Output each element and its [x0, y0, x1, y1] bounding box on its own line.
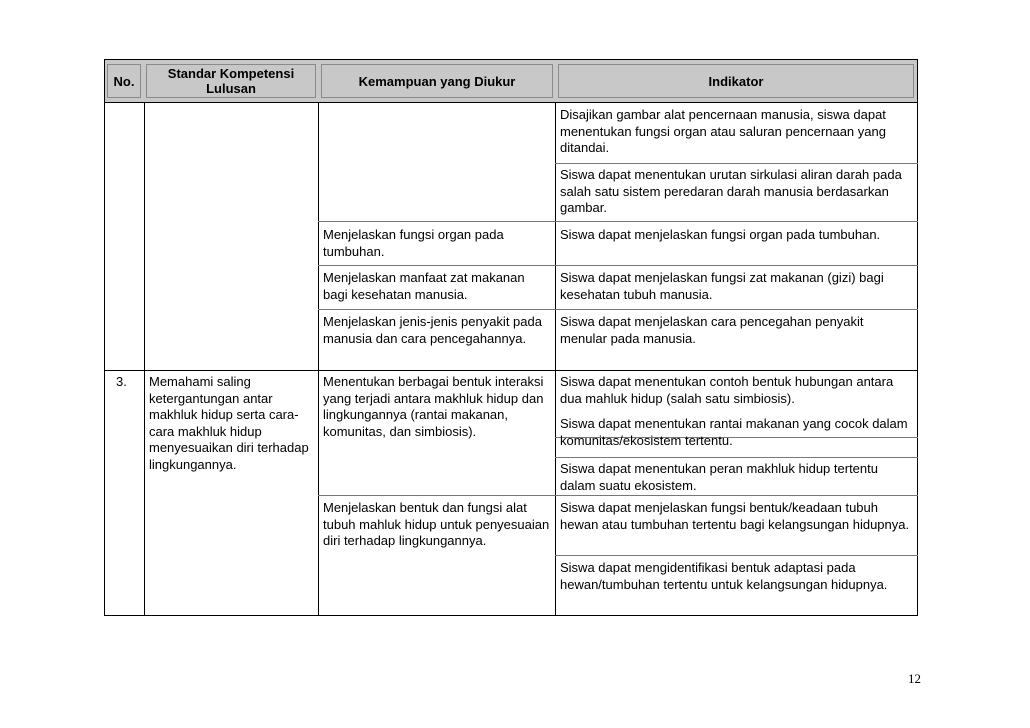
indikator-cell: Siswa dapat menentukan peran makhluk hidup tertentu dalam suatu ekosistem.: [560, 461, 878, 493]
col-sep-3: [555, 102, 556, 616]
row-line: [318, 309, 918, 310]
header-kemampuan: Kemampuan yang Diukur: [321, 64, 553, 98]
indikator-cell: Siswa dapat menentukan contoh bentuk hubungan antara dua mahluk hidup (salah satu simbiosis).: [560, 374, 894, 406]
indikator-cell: Siswa dapat menentukan urutan sirkulasi aliran darah pada salah satu sistem peredaran darah manusia berdasarkan gambar.: [560, 167, 902, 215]
indikator-cell: Siswa dapat menjelaskan cara pencegahan penyakit menular pada manusia.: [560, 314, 864, 346]
indikator-cell: Siswa dapat menjelaskan fungsi bentuk/keadaan tubuh hewan atau tumbuhan tertentu bagi kelangsungan hidupnya.: [560, 500, 910, 532]
row-line: [318, 495, 918, 496]
section-divider: [104, 370, 918, 371]
col-sep-1: [144, 102, 145, 616]
kemampuan-cell: Menentukan berbagai bentuk interaksi yang terjadi antara makhluk hidup dan lingkungannya (rantai makanan, komunitas, dan simbiosis).: [323, 374, 544, 439]
standar-cell: Memahami saling ketergantungan antar makhluk hidup serta cara-cara makhluk hidup menyesuaikan diri terhadap lingkungannya.: [149, 374, 309, 472]
row-line: [318, 221, 918, 222]
col-sep-2: [318, 102, 319, 616]
kemampuan-cell: Menjelaskan manfaat zat makanan bagi kesehatan manusia.: [323, 270, 525, 302]
row-line: [555, 555, 918, 556]
indikator-cell: Siswa dapat menjelaskan fungsi zat makanan (gizi) bagi kesehatan tubuh manusia.: [560, 270, 884, 302]
header-indikator: Indikator: [558, 64, 914, 98]
header-no: No.: [107, 64, 141, 98]
indikator-cell: Disajikan gambar alat pencernaan manusia, siswa dapat menentukan fungsi organ atau saluran pencernaan yang ditandai.: [560, 107, 886, 155]
row-line: [555, 163, 918, 164]
header-divider: [104, 102, 918, 103]
row-number: 3.: [116, 374, 127, 389]
competency-table: [104, 59, 918, 616]
header-standar: Standar Kompetensi Lulusan: [146, 64, 316, 98]
row-line: [318, 265, 918, 266]
table-border-top: [104, 59, 918, 60]
kemampuan-cell: Menjelaskan bentuk dan fungsi alat tubuh mahluk hidup untuk penyesuaian diri terhadap lingkungannya.: [323, 500, 550, 548]
indikator-cell: Siswa dapat mengidentifikasi bentuk adaptasi pada hewan/tumbuhan tertentu untuk kelangsungan hidupnya.: [560, 560, 888, 592]
kemampuan-cell: Menjelaskan jenis-jenis penyakit pada manusia dan cara pencegahannya.: [323, 314, 542, 346]
table-border-right: [917, 59, 918, 616]
table-border-bottom: [104, 615, 918, 616]
indikator-cell: Siswa dapat menjelaskan fungsi organ pada tumbuhan.: [560, 227, 881, 242]
table-border-left: [104, 59, 105, 616]
row-line: [555, 457, 918, 458]
page-number: 12: [908, 671, 921, 686]
kemampuan-cell: Menjelaskan fungsi organ pada tumbuhan.: [323, 227, 504, 259]
indikator-cell: Siswa dapat menentukan rantai makanan yang cocok dalam komunitas/ekosistem tertentu.: [560, 416, 908, 448]
